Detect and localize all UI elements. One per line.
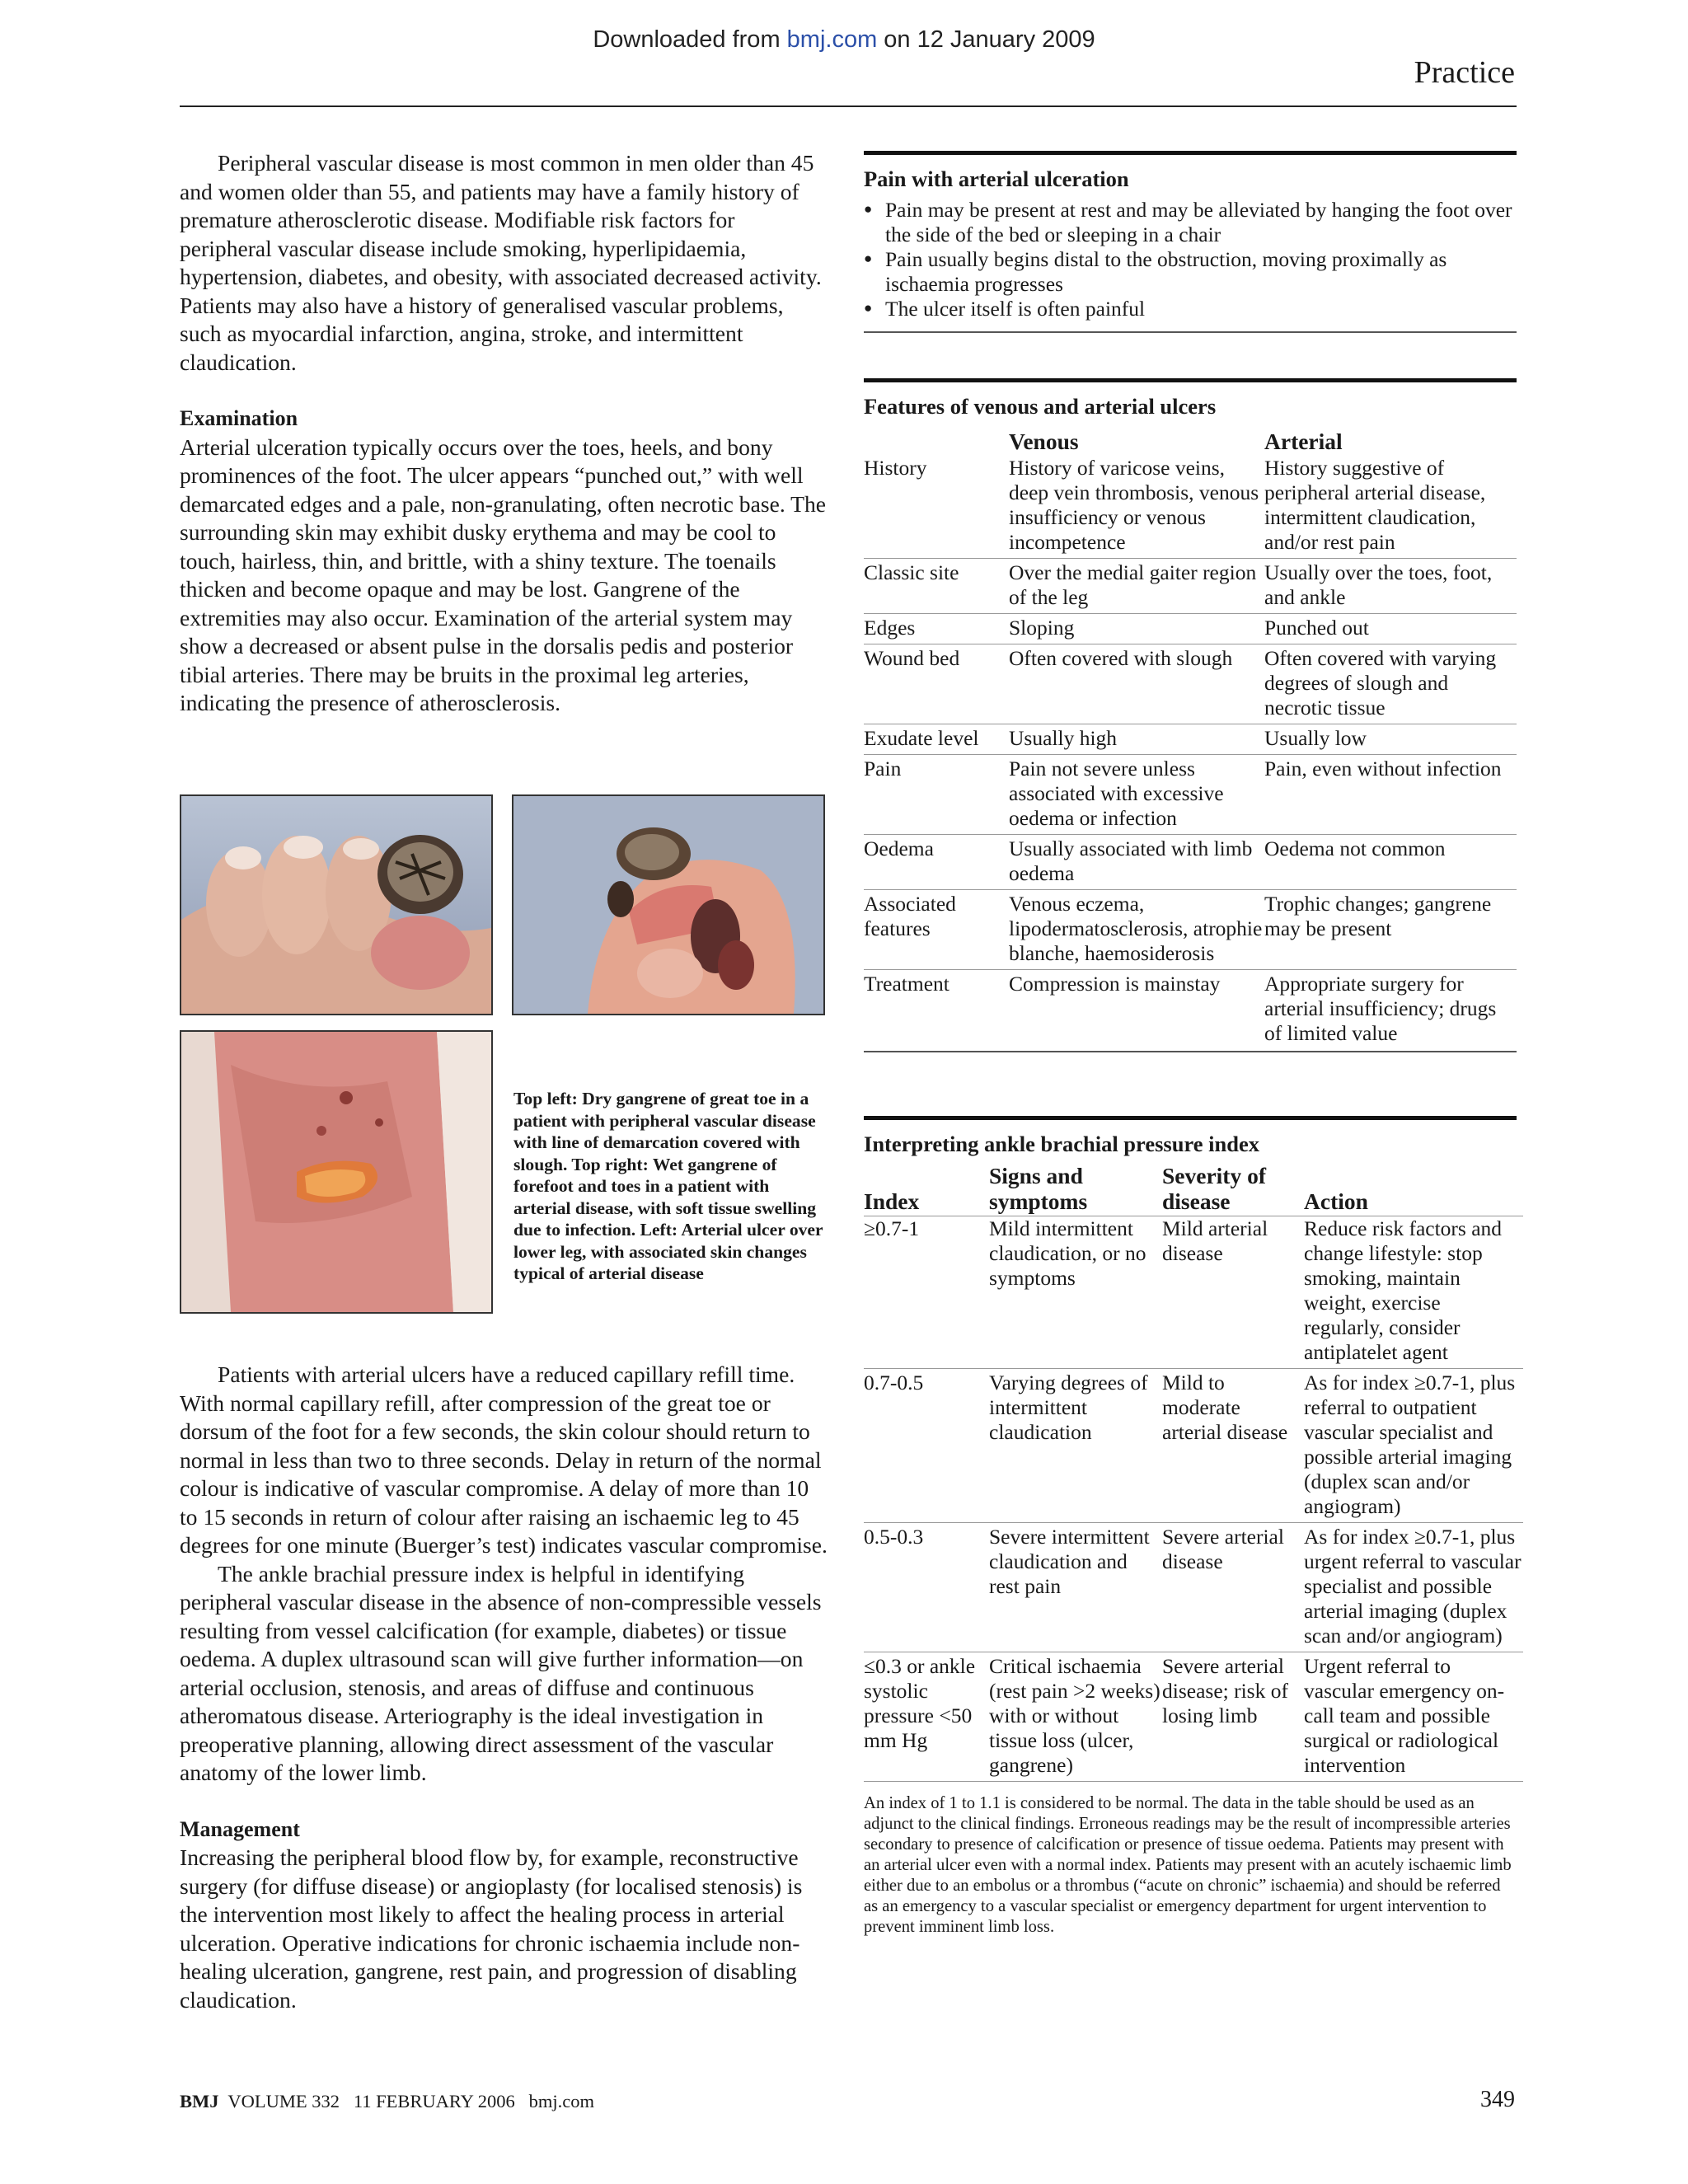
feature-label: History: [864, 454, 1009, 559]
feature-label: Wound bed: [864, 644, 1009, 724]
feature-label: Associated features: [864, 890, 1009, 970]
severity-cell: Mild to moderate arterial disease: [1162, 1369, 1304, 1523]
features-box-bottom-rule: [864, 1051, 1517, 1052]
features-row: [864, 835, 1517, 890]
features-row: [864, 614, 1517, 644]
severity-cell: Severe arterial disease; risk of losing limb: [1162, 1652, 1304, 1782]
features-row: [864, 724, 1517, 755]
action-cell: Urgent referral to vascular emergency on-call team and possible surgical or radiological intervention: [1304, 1652, 1523, 1782]
issue-date: 11 FEBRUARY 2006: [353, 2091, 515, 2111]
index-cell: ≥0.7-1: [864, 1216, 989, 1369]
pain-bullet-list: [864, 198, 1517, 321]
arterial-column-header: Arterial: [1264, 429, 1343, 454]
dry-gangrene-image: [181, 796, 491, 1014]
dry-gangrene-photo: [180, 794, 493, 1015]
features-box-title: Features of venous and arterial ulcers: [864, 394, 1217, 419]
footer-site: bmj.com: [528, 2091, 594, 2111]
features-row: [864, 890, 1517, 970]
venous-cell: Pain not severe unless associated with excessive oedema or infection: [1009, 755, 1264, 835]
arterial-cell: Often covered with varying degrees of slough and necrotic tissue: [1264, 644, 1517, 724]
severity-cell: Mild arterial disease: [1162, 1216, 1304, 1369]
arterial-cell: Trophic changes; gangrene may be present: [1264, 890, 1517, 970]
venous-cell: Sloping: [1009, 614, 1264, 644]
venous-cell: Venous eczema, lipodermatosclerosis, atrophie blanche, haemosiderosis: [1009, 890, 1264, 970]
pain-bullet: ● The ulcer itself is often painful: [864, 297, 1517, 321]
pain-bullet: ● Pain usually begins distal to the obstruction, moving proximally as ischaemia progresses: [864, 247, 1517, 297]
arterial-cell: Pain, even without infection: [1264, 755, 1517, 835]
wet-gangrene-image: [513, 796, 823, 1014]
abpi-row: [864, 1369, 1523, 1523]
index-cell: 0.5-0.3: [864, 1523, 989, 1652]
feature-label: Pain: [864, 755, 1009, 835]
examination-heading: Examination: [180, 406, 298, 430]
arterial-leg-ulcer-image: [181, 1032, 491, 1312]
feature-label: Classic site: [864, 559, 1009, 614]
download-notice: [0, 26, 1688, 54]
action-column-header: Action: [1304, 1163, 1523, 1216]
venous-cell: Compression is mainstay: [1009, 972, 1221, 996]
feature-label: Edges: [864, 614, 1009, 644]
signs-cell: Severe intermittent claudication and rest pain: [989, 1523, 1162, 1652]
capillary-refill-paragraph: Patients with arterial ulcers have a reduced capillary refill time. With normal capillary refill, after compression of the great toe or dorsum of the foot for a few seconds, the skin colour should return to normal in less than two to three seconds. Delay in return of the normal colour is indicative of vascular compromise. A delay of more than 10 to 15 seconds in return of colour after raising an ischaemic leg to 45 degrees for one minute (Buerger’s test) indicates vascular compromise.: [180, 1361, 828, 1558]
wet-gangrene-photo: [512, 794, 825, 1015]
index-cell: 0.7-0.5: [864, 1369, 989, 1523]
abpi-row: [864, 1216, 1523, 1369]
venous-cell: Over the medial gaiter region of the leg: [1009, 559, 1264, 614]
arterial-cell: Usually low: [1264, 724, 1517, 755]
features-box: [864, 378, 1517, 1052]
header-rule: [180, 105, 1517, 107]
abpi-table: [864, 1163, 1523, 1782]
features-row: [864, 454, 1517, 559]
feature-label: Exudate level: [864, 724, 1009, 755]
action-cell: Reduce risk factors and change lifestyle: stop smoking, maintain weight, exercise regularly, consider antiplatelet agent: [1304, 1216, 1523, 1369]
action-cell: As for index ≥0.7-1, plus referral to outpatient vascular specialist and possible arterial imaging (duplex scan and/or angiogram): [1304, 1369, 1523, 1523]
feature-label: Oedema: [864, 835, 1009, 890]
pain-box-bottom-rule: [864, 331, 1517, 333]
page-number: 349: [1480, 2087, 1515, 2112]
pain-bullet: ● Pain may be present at rest and may be alleviated by hanging the foot over the side of the bed or sleeping in a chair: [864, 198, 1517, 247]
signs-cell: Mild intermittent claudication, or no symptoms: [989, 1216, 1162, 1369]
features-row: [864, 559, 1517, 614]
bmj-link[interactable]: bmj.com: [786, 26, 878, 53]
venous-column-header: Venous: [1009, 429, 1079, 454]
arterial-cell: Usually over the toes, foot, and ankle: [1264, 559, 1517, 614]
pain-box-title: Pain with arterial ulceration: [864, 166, 1129, 191]
journal-volume: VOLUME 332: [227, 2091, 340, 2111]
abpi-footnote: An index of 1 to 1.1 is considered to be normal. The data in the table should be used as an adjunct to the clinical findings. Erroneous readings may be the result of incompressible arteries secondary to presence of calcification or presence of tissue oedema. Patients may present with an arterial ulcer even with a normal index. Patients may present with an acutely ischaemic limb either due to an embolus or a thrombus (“acute on chronic” ischaemia) and should be referred as an emergency to a vascular specialist or emergency department for urgent intervention to prevent imminent limb loss.: [864, 1794, 1512, 1936]
abpi-box-title: Interpreting ankle brachial pressure index: [864, 1132, 1259, 1156]
abpi-row: [864, 1652, 1523, 1782]
download-prefix: Downloaded from: [593, 26, 787, 53]
management-text: Increasing the peripheral blood flow by, for example, reconstructive surgery (for diffuse disease) or angioplasty (for localised stenosis) is the intervention most likely to affect the healing process in arterial ulceration. Operative indications for chronic ischaemia include non-healing ulceration, gangrene, rest pain, and progression of disabling claudication.: [180, 1844, 803, 2013]
pain-box: [864, 151, 1517, 333]
abpi-box-top-rule: [864, 1116, 1517, 1120]
intro-paragraph: Peripheral vascular disease is most common in men older than 45 and women older than 55, and patients may have a family history of premature atherosclerotic disease. Modifiable risk factors for peripheral vascular disease include smoking, hyperlipidaemia, hypertension, diabetes, and obesity, with associated decreased activity. Patients may also have a history of generalised vascular problems, such as myocardial infarction, angina, stroke, and intermittent claudication.: [180, 150, 822, 375]
arterial-cell: Appropriate surgery for arterial insufficiency; drugs of limited value: [1264, 972, 1497, 1045]
features-box-top-rule: [864, 378, 1517, 382]
venous-cell: Usually associated with limb oedema: [1009, 835, 1264, 890]
arterial-cell: History suggestive of peripheral arterial disease, intermittent claudication, and/or rest pain: [1264, 454, 1517, 559]
signs-column-header: Signs and symptoms: [989, 1163, 1162, 1216]
features-row: [864, 970, 1517, 1047]
abpi-box: [864, 1116, 1523, 1938]
page-footer: [180, 2091, 594, 2112]
feature-label: Treatment: [864, 972, 950, 996]
features-table: [864, 429, 1517, 1046]
index-cell: ≤0.3 or ankle systolic pressure <50 mm Hg: [864, 1652, 989, 1782]
features-row: [864, 755, 1517, 835]
section-label: Practice: [1414, 55, 1515, 90]
abpi-paragraph: The ankle brachial pressure index is helpful in identifying peripheral vascular disease in the absence of non-compressible vessels resulting from vessel calcification (for example, diabetes) or tissue oedema. A duplex ultrasound scan will give further information—on arterial occlusion, stenosis, and areas of diffuse and continuous atheromatous disease. Arteriography is the ideal investigation in preoperative planning, allowing direct assessment of the vascular anatomy of the lower limb.: [180, 1560, 822, 1785]
venous-cell: Often covered with slough: [1009, 644, 1264, 724]
action-cell: As for index ≥0.7-1, plus urgent referral to vascular specialist and possible arterial imaging (duplex scan and/or angiogram): [1304, 1523, 1523, 1652]
signs-cell: Critical ischaemia (rest pain >2 weeks) with or without tissue loss (ulcer, gangrene): [989, 1652, 1162, 1782]
figure-caption: Top left: Dry gangrene of great toe in a patient with peripheral vascular disease with line of demarcation covered with slough. Top right: Wet gangrene of forefoot and toes in a patient with arterial disease, with soft tissue swelling due to infection. Left: Arterial ulcer over lower leg, with associated skin changes typical of arterial disease: [513, 1089, 823, 1283]
arterial-cell: Punched out: [1264, 614, 1517, 644]
abpi-row: [864, 1523, 1523, 1652]
download-suffix: on 12 January 2009: [877, 26, 1095, 53]
features-corner-cell: [864, 429, 1009, 454]
venous-cell: Usually high: [1009, 724, 1264, 755]
severity-cell: Severe arterial disease: [1162, 1523, 1304, 1652]
venous-cell: History of varicose veins, deep vein thrombosis, venous insufficiency or venous incompetence: [1009, 454, 1264, 559]
severity-column-header: Severity of disease: [1162, 1163, 1304, 1216]
signs-cell: Varying degrees of intermittent claudication: [989, 1369, 1162, 1523]
examination-text: Arterial ulceration typically occurs over the toes, heels, and bony prominences of the foot. The ulcer appears “punched out,” with well demarcated edges and a pale, non-granulating, often necrotic base. The surrounding skin may exhibit dusky erythema and may be cool to touch, hairless, thin, and brittle, with a shiny texture. The toenails thicken and become opaque and may be lost. Gangrene of the extremities may also occur. Examination of the arterial system may show a decreased or absent pulse in the dorsalis pedis and posterior tibial arteries. There may be bruits in the proximal leg arteries, indicating the presence of atherosclerosis.: [180, 434, 827, 715]
left-column-top: [180, 149, 828, 718]
arterial-leg-ulcer-photo: [180, 1030, 493, 1314]
left-column-bottom: [180, 1361, 828, 2014]
index-column-header: Index: [864, 1163, 989, 1216]
features-row: [864, 644, 1517, 724]
arterial-cell: Oedema not common: [1264, 835, 1517, 890]
pain-box-top-rule: [864, 151, 1517, 155]
management-heading: Management: [180, 1816, 300, 1841]
journal-name: BMJ: [180, 2091, 219, 2111]
